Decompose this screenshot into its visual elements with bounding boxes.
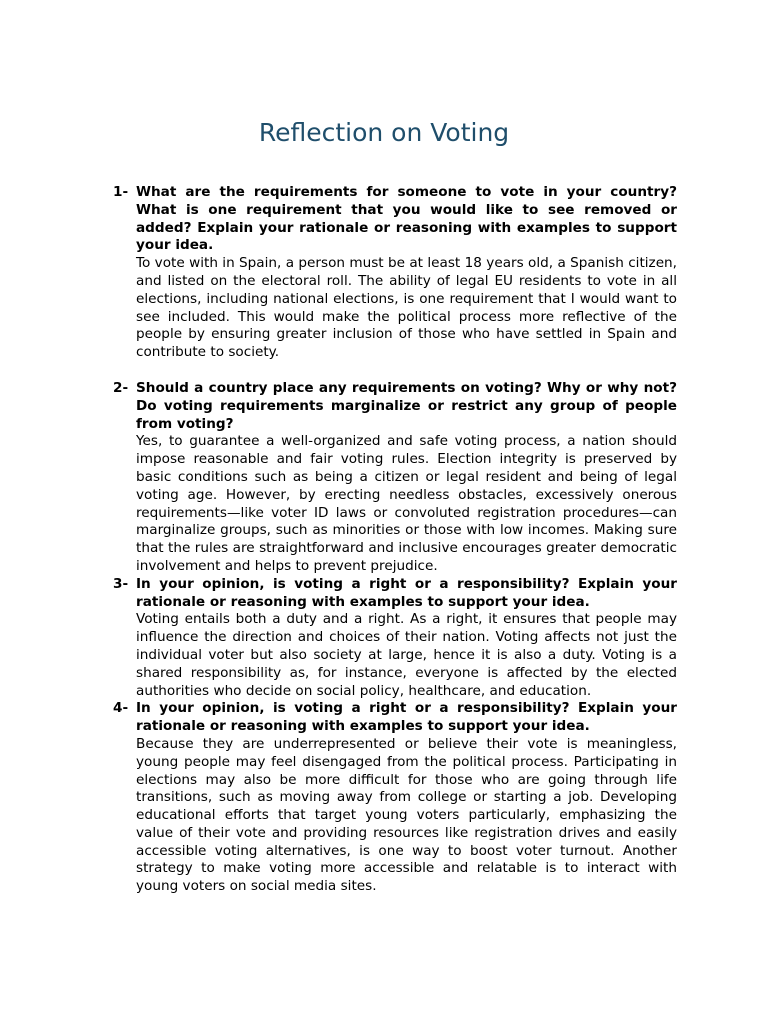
question-number: 1- <box>113 184 129 200</box>
answer-text: To vote with in Spain, a person must be at least 18 years old, a Spanish citizen, and listed on the electoral roll. The ability of legal EU residents to vote in all elections, including national elections, is one requirement that I would want to see included. This would make the political process more reflective of the people by ensuring greater inclusion of those who have settled in Spain and contribute to society. <box>136 255 677 361</box>
question-text: What are the requirements for someone to vote in your country? What is one requirement that you would like to see removed or added? Explain your rationale or reasoning with examples to support your idea. <box>136 184 677 254</box>
question-list <box>110 184 677 896</box>
question-item-2 <box>110 380 677 576</box>
answer-text: Yes, to guarantee a well-organized and safe voting process, a nation should impose reasonable and fair voting rules. Election integrity is preserved by basic conditions such as being a citizen or legal resident and being of legal voting age. However, by erecting needless obstacles, excessively onerous requirements—like voter ID laws or convoluted registration procedures—can marginalize groups, such as minorities or those with low incomes. Making sure that the rules are straightforward and inclusive encourages greater democratic involvement and helps to prevent prejudice. <box>136 433 677 574</box>
question-item-3 <box>110 576 677 701</box>
question-number: 2- <box>113 379 129 396</box>
answer-text: Voting entails both a duty and a right. As a right, it ensures that people may influence the direction and choices of their nation. Voting affects not just the individual voter but also society at large, hence it is also a duty. Voting is a shared responsibility as, for instance, everyone is affected by the elected authorities who decide on social policy, healthcare, and education. <box>136 611 677 699</box>
question-text: Should a country place any requirements on voting? Why or why not? Do voting requirements marginalize or restrict any group of people from voting? <box>136 379 677 432</box>
question-number: 4- <box>113 700 129 717</box>
question-item-4 <box>110 700 677 896</box>
question-text: In your opinion, is voting a right or a responsibility? Explain your rationale or reasoning with examples to support your idea. <box>136 575 677 610</box>
question-text: In your opinion, is voting a right or a responsibility? Explain your rationale or reasoning with examples to support your idea. <box>136 700 677 735</box>
question-item-1 <box>110 184 677 362</box>
question-number: 3- <box>113 575 129 592</box>
answer-text: Because they are underrepresented or believe their vote is meaningless, young people may feel disengaged from the political process. Participating in elections may also be more difficult for those who are going through life transitions, such as moving away from college or starting a job. Developing educational efforts that target young voters particularly, emphasizing the value of their vote and providing resources like registration drives and easily accessible voting alternatives, is one way to boost voter turnout. Another strategy to make voting more accessible and relatable is to interact with young voters on social media sites. <box>136 735 677 895</box>
page-title: Reflection on Voting <box>258 118 510 147</box>
